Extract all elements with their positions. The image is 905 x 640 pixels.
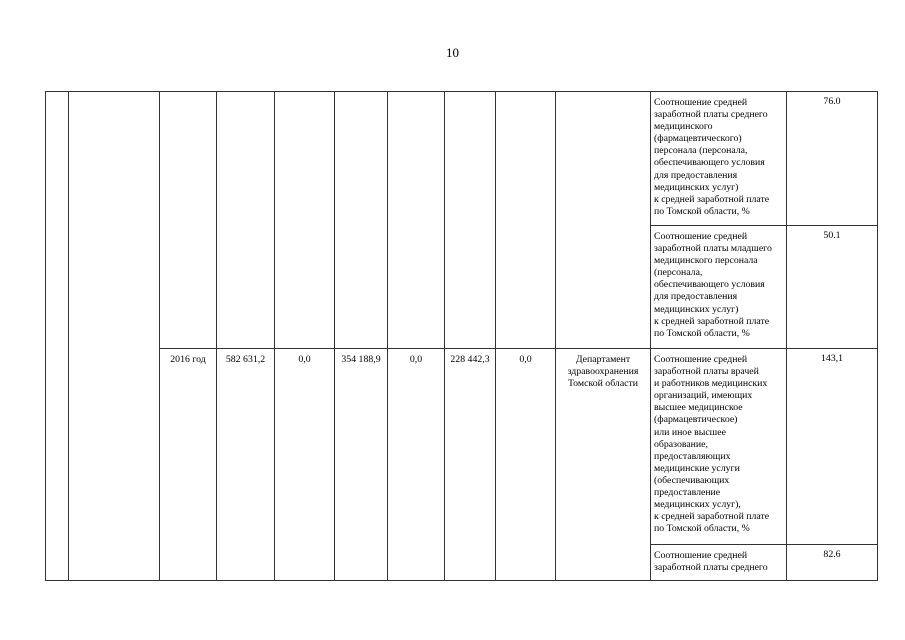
indicator-name: Соотношение средней заработной платы среднего: [651, 545, 787, 581]
executor-cell: Департамент здравоохранения Томской области: [556, 349, 651, 581]
indicator-name: Соотношение средней заработной платы среднего медицинского (фармацевтического) персонала (персонала, обеспечивающего условия для предоставления медицинских услуг) к средней заработной плате по Томской области, %: [651, 92, 787, 226]
year-cell: [160, 92, 217, 349]
year-cell: 2016 год: [160, 349, 217, 581]
page-number: 10: [446, 45, 459, 60]
tfoms-cell: 228 442,3: [445, 349, 496, 581]
federal-cell: 0,0: [275, 349, 335, 581]
other-cell: 0,0: [496, 349, 556, 581]
local-cell: [388, 92, 445, 349]
program-table: [45, 91, 878, 581]
indicator-name: Соотношение средней заработной платы младшего медицинского персонала (персонала, обеспечивающего условия для предоставления медицинских услуг) к средней заработной плате по Томской области, %: [651, 226, 787, 349]
federal-cell: [275, 92, 335, 349]
indicator-value: 82.6: [787, 545, 878, 581]
table-row: [46, 92, 878, 226]
executor-cell: [556, 92, 651, 349]
indicator-value: 143,1: [787, 349, 878, 545]
total-cell: 582 631,2: [217, 349, 275, 581]
tfoms-cell: [445, 92, 496, 349]
indicator-name: Соотношение средней заработной платы врачей и работников медицинских организаций, имеющих высшее медицинское (фармацевтическое) или иное высшее образование, предоставляющих медицинские услуги (обеспечивающих предоставление медицинских услуг), к средней заработной плате по Томской области, %: [651, 349, 787, 545]
number-cell: [46, 92, 69, 581]
indicator-value: 50.1: [787, 226, 878, 349]
indicator-value: 76.0: [787, 92, 878, 226]
local-cell: 0,0: [388, 349, 445, 581]
regional-cell: [335, 92, 388, 349]
other-cell: [496, 92, 556, 349]
table-row: [46, 349, 878, 545]
task-cell: [69, 92, 160, 581]
total-cell: [217, 92, 275, 349]
regional-cell: 354 188,9: [335, 349, 388, 581]
